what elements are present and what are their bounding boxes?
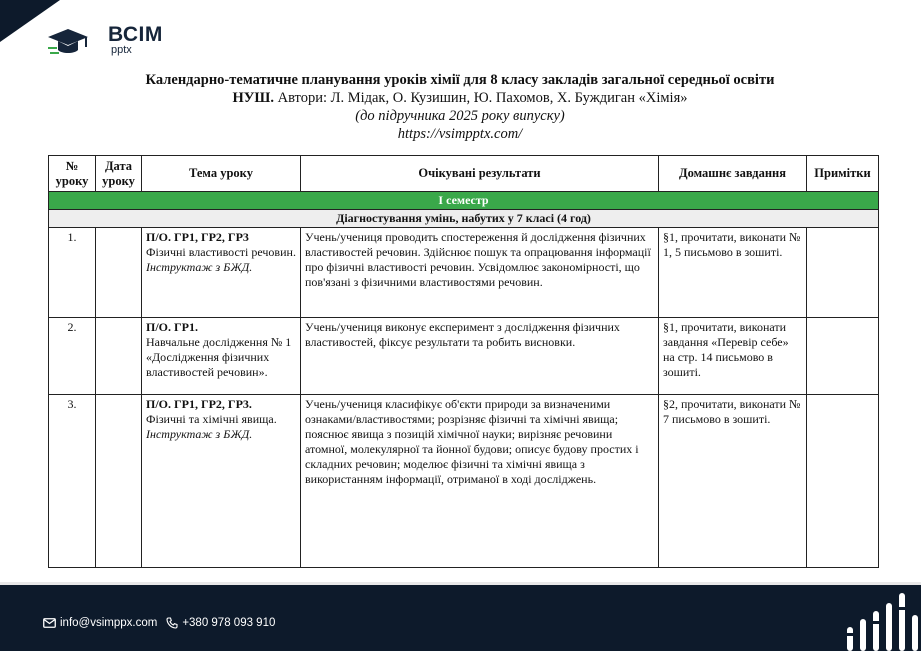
header-lesson-number: № уроку	[49, 156, 96, 192]
lesson-results: Учень/учениця виконує експеримент з дослідження фізичних властивостей, фіксує результати та робить висновки.	[301, 318, 659, 395]
topic-title: Навчальне дослідження № 1 «Дослідження фізичних властивостей речовин».	[146, 335, 292, 379]
footer-phone[interactable]: +380 978 093 910	[182, 617, 276, 629]
header-date: Дата уроку	[96, 156, 142, 192]
lesson-results: Учень/учениця класифікує об'єкти природи за визначеними ознаками/властивостями; розрізняє фізичні та хімічні явища; пояснює явища з позицій хімічної науки; вирізняє речовини атомної, молекулярної та йонної будови; описує будову простих і складних речовин; моделює фізичні та хімічні явища з використанням інформації, отриманої в ході досліджень.	[301, 395, 659, 568]
semester-row	[49, 192, 879, 210]
phone-icon	[166, 617, 178, 629]
section-label: Діагностування умінь, набутих у 7 класі (4 год)	[49, 210, 879, 228]
header-homework: Домашнє завдання	[659, 156, 807, 192]
header-results: Очікувані результати	[301, 156, 659, 192]
topic-title: Фізичні властивості речовин.	[146, 245, 296, 259]
title-line-2	[60, 89, 860, 107]
title-authors: Автори: Л. Мідак, О. Кузишин, Ю. Пахомов, Х. Буждиган «Хімія»	[273, 90, 688, 106]
footer-contacts	[43, 617, 275, 629]
lesson-notes	[807, 395, 879, 568]
table-row	[49, 318, 879, 395]
lesson-results: Учень/учениця проводить спостереження й дослідження фізичних властивостей речовин. Здійснює пошук та опрацювання інформації про фізичні властивості речовин. Усвідомлює закономірності, що пов'язані з фізичними властивостями речовин.	[301, 228, 659, 318]
section-row	[49, 210, 879, 228]
topic-groups: П/О. ГР1, ГР2, ГР3	[146, 230, 249, 244]
title-line-3: (до підручника 2025 року випуску)	[355, 108, 565, 124]
brand-bars-icon	[841, 585, 921, 651]
lesson-homework: §1, прочитати, виконати № 1, 5 письмово в зошиті.	[659, 228, 807, 318]
table-row	[49, 395, 879, 568]
document-title	[60, 71, 860, 143]
table-header-row	[49, 156, 879, 192]
header-topic: Тема уроку	[142, 156, 301, 192]
lesson-date	[96, 318, 142, 395]
header-notes: Примітки	[807, 156, 879, 192]
logo-subtitle: pptx	[111, 44, 132, 56]
lesson-plan-table	[48, 155, 879, 568]
title-nush: НУШ.	[232, 90, 274, 106]
topic-safety-note: Інструктаж з БЖД.	[146, 260, 253, 274]
lesson-topic	[142, 228, 301, 318]
semester-label: І семестр	[49, 192, 879, 210]
title-line-1: Календарно-тематичне планування уроків хімії для 8 класу закладів загальної середньої освіти	[145, 72, 775, 88]
lesson-homework: §1, прочитати, виконати завдання «Перевір себе» на стр. 14 письмово в зошиті.	[659, 318, 807, 395]
lesson-number: 3.	[49, 395, 96, 568]
footer-divider	[0, 582, 921, 585]
lesson-notes	[807, 318, 879, 395]
logo-name: ВСІМ	[108, 23, 163, 46]
lesson-date	[96, 395, 142, 568]
lesson-date	[96, 228, 142, 318]
topic-groups: П/О. ГР1, ГР2, ГР3.	[146, 397, 252, 411]
footer-email[interactable]: info@vsimppx.com	[60, 617, 158, 629]
lesson-number: 2.	[49, 318, 96, 395]
lesson-topic	[142, 395, 301, 568]
topic-groups: П/О. ГР1.	[146, 320, 198, 334]
topic-safety-note: Інструктаж з БЖД.	[146, 427, 253, 441]
mail-icon	[43, 618, 56, 628]
table-row	[49, 228, 879, 318]
topic-title: Фізичні та хімічні явища.	[146, 412, 277, 426]
lesson-notes	[807, 228, 879, 318]
lesson-number: 1.	[49, 228, 96, 318]
title-url[interactable]: https://vsimpptx.com/	[397, 126, 523, 142]
lesson-topic	[142, 318, 301, 395]
lesson-homework: §2, прочитати, виконати № 7 письмово в зошиті.	[659, 395, 807, 568]
